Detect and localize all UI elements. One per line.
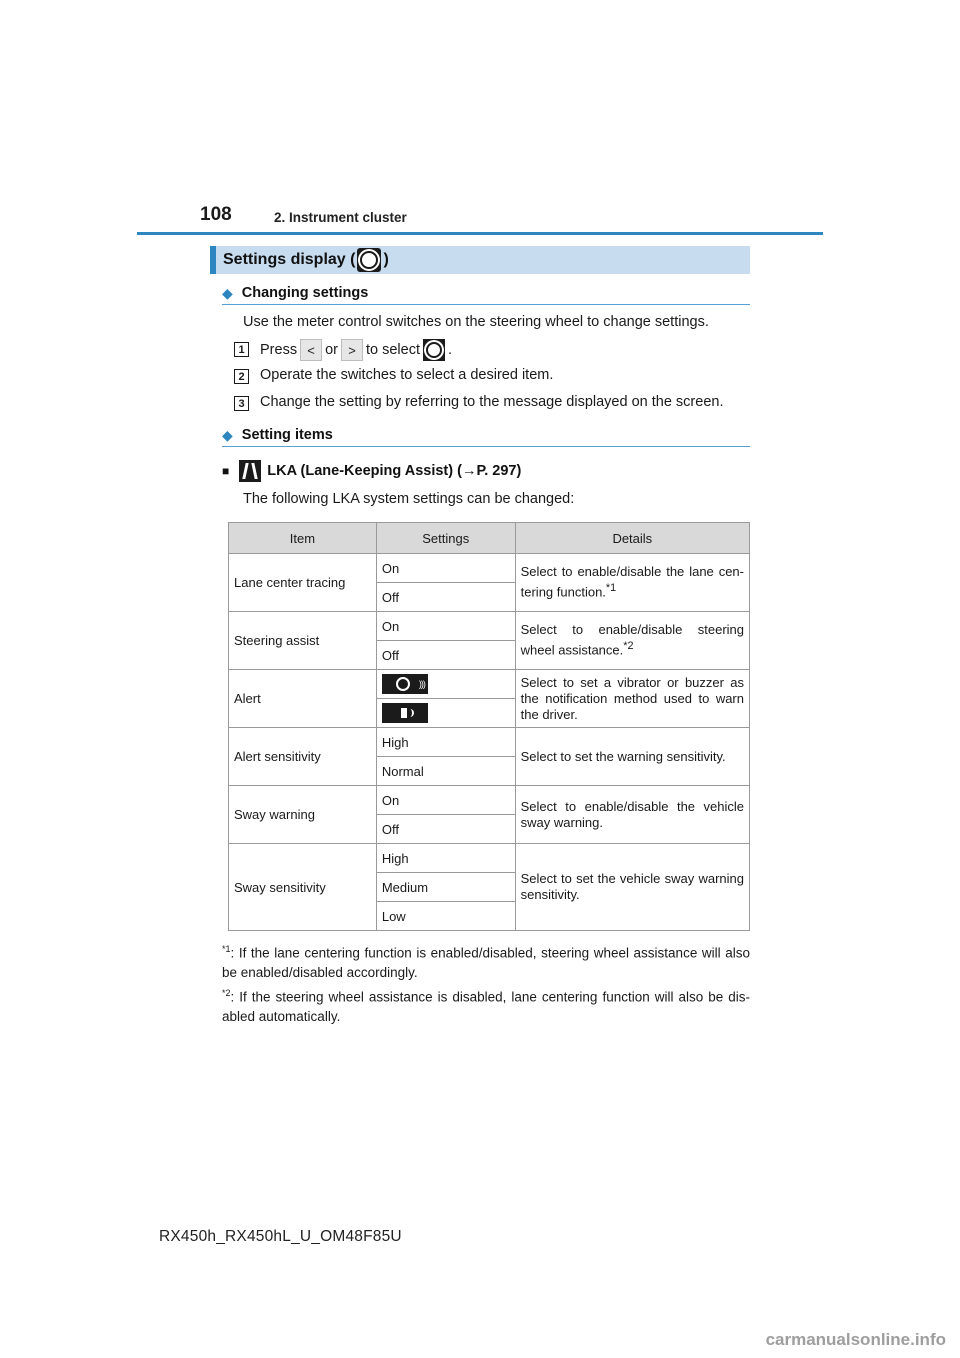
table-cell-details: Select to enable/disable the vehicle sway warning. — [515, 786, 749, 844]
table-cell-setting: On — [376, 786, 515, 815]
table-cell-setting: High — [376, 728, 515, 757]
chapter-title: 2. Instrument cluster — [274, 210, 407, 225]
table-cell-item: Alert sensitivity — [229, 728, 377, 786]
step-1-to-select: to select — [365, 342, 420, 358]
changing-intro: Use the meter control switches on the steering wheel to change settings. — [243, 314, 709, 330]
table-cell-setting: Off — [376, 815, 515, 844]
steering-wheel-vibration-icon: ))) — [382, 674, 428, 694]
lka-heading — [222, 460, 521, 482]
table-cell-setting: Medium — [376, 873, 515, 902]
subheading-setting-items — [222, 424, 750, 447]
section-title-start: Settings display ( — [223, 251, 356, 268]
step-number-3: 3 — [234, 396, 249, 411]
table-cell-setting: On — [376, 554, 515, 583]
subheading-changing-settings-label: Changing settings — [241, 285, 369, 301]
left-arrow-key-icon: < — [300, 339, 322, 361]
table-cell-setting: Low — [376, 902, 515, 931]
footnote-1-mark: *1 — [222, 944, 231, 954]
step-1-press: Press — [260, 342, 298, 358]
gear-icon — [357, 248, 381, 272]
page-number: 108 — [200, 204, 232, 225]
footnote-mark: *2 — [623, 640, 634, 653]
details-text: Select to enable/disable the lane cen-tering function. — [520, 564, 744, 600]
footnote-2 — [222, 984, 750, 1026]
footnote-1 — [222, 940, 750, 982]
table-cell-setting: High — [376, 844, 515, 873]
buzzer-icon — [382, 703, 428, 723]
footnote-2-text: : If the steering wheel assistance is disabled, lane centering function will also be dis-abled automatically. — [222, 989, 750, 1024]
subheading-changing-settings — [222, 282, 750, 305]
lane-keeping-assist-icon — [239, 460, 261, 482]
step-1-or: or — [325, 342, 338, 358]
lka-heading-label: LKA (Lane-Keeping Assist) (→P. 297) — [267, 463, 522, 479]
step-2-text: Operate the switches to select a desired item. — [260, 367, 554, 383]
table-row — [229, 786, 750, 815]
table-header-settings: Settings — [376, 523, 515, 554]
footnote-1-text: : If the lane centering function is enabled/disabled, steering wheel assistance will also be enabled/disabled accordingly. — [222, 945, 750, 980]
footnote-2-mark: *2 — [222, 988, 231, 998]
table-cell-item: Sway warning — [229, 786, 377, 844]
right-arrow-key-icon: > — [341, 339, 363, 361]
square-bullet-icon: ■ — [222, 464, 230, 478]
table-cell-details: Select to set the warning sensitivity. — [515, 728, 749, 786]
table-cell-setting: Normal — [376, 757, 515, 786]
table-row — [229, 554, 750, 583]
step-3-text: Change the setting by referring to the message displayed on the screen. — [260, 394, 724, 410]
table-row — [229, 844, 750, 873]
section-title-bar — [210, 246, 750, 274]
lka-settings-table — [228, 522, 750, 931]
table-cell-setting: Off — [376, 583, 515, 612]
section-title-end: ) — [383, 251, 389, 268]
table-row — [229, 670, 750, 699]
table-cell-item: Lane center tracing — [229, 554, 377, 612]
table-cell-item: Steering assist — [229, 612, 377, 670]
table-row — [229, 728, 750, 757]
watermark: carmanualsonline.info — [765, 1330, 946, 1349]
table-cell-details: Select to set the vehicle sway warning sensitivity. — [515, 844, 749, 931]
table-cell-setting — [376, 699, 515, 728]
table-cell-setting: Off — [376, 641, 515, 670]
diamond-bullet-icon: ◆ — [222, 284, 233, 301]
table-cell-details — [515, 554, 749, 612]
table-cell-item: Sway sensitivity — [229, 844, 377, 931]
header-rule — [137, 232, 823, 235]
step-1-text — [260, 339, 452, 361]
table-row — [229, 612, 750, 641]
table-header-details: Details — [515, 523, 749, 554]
lka-intro: The following LKA system settings can be changed: — [243, 491, 575, 507]
gear-icon — [423, 339, 445, 361]
table-cell-details: Select to set a vibrator or buzzer as the notification method used to warn the driver. — [515, 670, 749, 728]
details-text: Select to enable/disable steering wheel assistance. — [520, 622, 744, 658]
diamond-bullet-icon: ◆ — [222, 426, 233, 443]
step-number-1: 1 — [234, 342, 249, 357]
table-header-item: Item — [229, 523, 377, 554]
step-number-2: 2 — [234, 369, 249, 384]
table-cell-setting: On — [376, 612, 515, 641]
footnote-mark: *1 — [605, 582, 617, 595]
subheading-setting-items-label: Setting items — [241, 427, 333, 443]
table-header-row — [229, 523, 750, 554]
table-cell-item: Alert — [229, 670, 377, 728]
table-cell-setting — [376, 670, 515, 699]
table-cell-details — [515, 612, 749, 670]
document-code: RX450h_RX450hL_U_OM48F85U — [159, 1228, 402, 1245]
step-1-end: . — [447, 342, 453, 358]
